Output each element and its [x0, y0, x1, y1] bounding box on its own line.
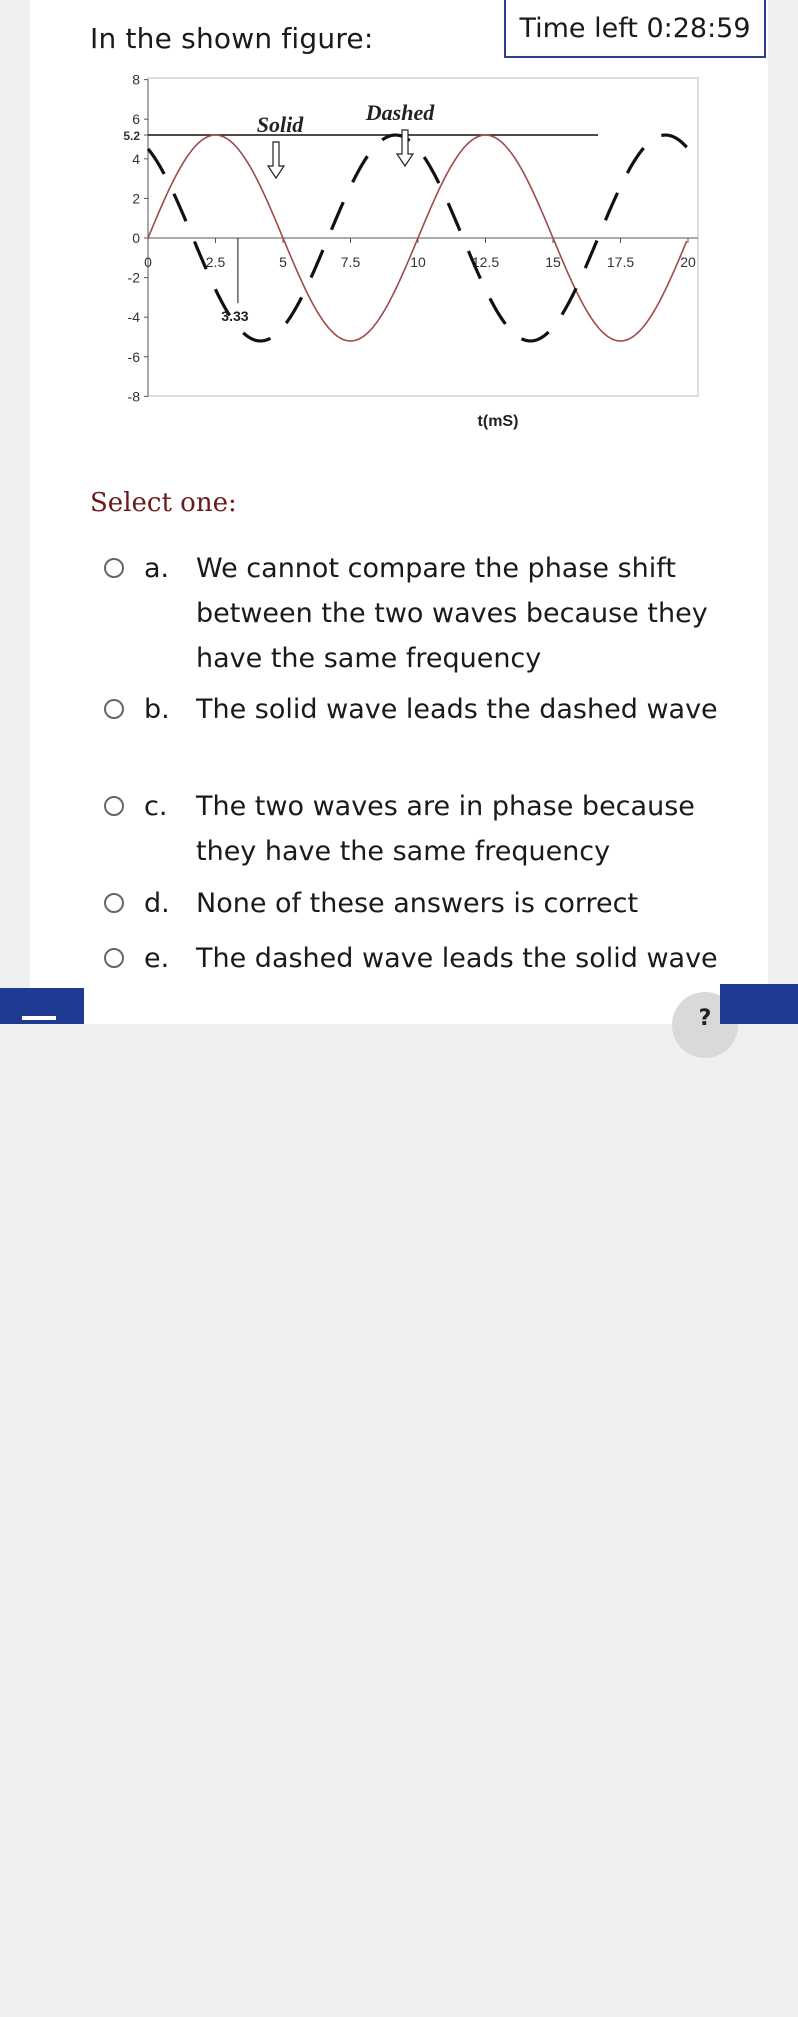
option-b[interactable]: [104, 687, 744, 732]
y-tick-label: -6: [127, 348, 140, 365]
nav-menu-button[interactable]: [0, 988, 84, 1024]
x-tick-label: 5: [279, 254, 287, 270]
option-letter: b.: [144, 694, 170, 725]
question-title: In the shown figure:: [90, 22, 374, 55]
y-tick-label: 2: [132, 190, 140, 207]
option-text: The solid wave leads the dashed wave: [196, 694, 718, 725]
x-tick-label: 7.5: [340, 254, 361, 270]
annotation-label: 3.33: [221, 308, 249, 325]
y-tick-label: 6: [132, 111, 140, 128]
y-tick-label: -2: [127, 269, 140, 286]
y-tick-label: -8: [127, 388, 140, 405]
option-d[interactable]: [104, 881, 744, 926]
help-label: ?: [698, 1006, 712, 1031]
series-label-solid: Solid: [256, 112, 304, 137]
radio-d[interactable]: [104, 893, 124, 913]
plot-area: [148, 78, 698, 396]
radio-a[interactable]: [104, 558, 124, 578]
y-tick-label: 5.2: [123, 129, 140, 144]
option-letter: e.: [144, 943, 170, 974]
option-a[interactable]: [104, 546, 744, 681]
x-tick-label: 10: [410, 254, 426, 270]
option-text: None of these answers is correct: [196, 888, 639, 919]
radio-e[interactable]: [104, 948, 124, 968]
x-tick-label: 20: [680, 254, 696, 270]
option-e[interactable]: [104, 936, 744, 981]
x-tick-label: 2.5: [205, 254, 226, 270]
option-text: The dashed wave leads the solid wave: [196, 943, 718, 974]
x-tick-label: 12.5: [471, 254, 500, 270]
series-label-dashed: Dashed: [365, 100, 435, 125]
x-tick-label: 15: [545, 254, 561, 270]
radio-b[interactable]: [104, 699, 124, 719]
option-text: The two waves are in phase because they have the same frequency: [196, 791, 695, 867]
y-tick-label: -4: [127, 309, 140, 326]
y-tick-label: 4: [132, 150, 140, 167]
y-tick-label: 8: [132, 71, 140, 88]
option-letter: a.: [144, 553, 170, 584]
option-text: We cannot compare the phase shift between the two waves because they have the same frequency: [196, 553, 708, 674]
x-axis-title: t(mS): [477, 413, 519, 430]
wave-figure: [108, 64, 708, 434]
timer-display: Time left 0:28:59: [504, 0, 766, 58]
y-tick-label: 0: [132, 230, 140, 246]
y-axis: [123, 72, 148, 405]
menu-icon: [22, 1016, 56, 1020]
select-one-label: Select one:: [90, 488, 237, 518]
option-c[interactable]: [104, 784, 744, 874]
option-letter: d.: [144, 888, 170, 919]
option-letter: c.: [144, 791, 168, 822]
scroll-top-button[interactable]: [720, 984, 798, 1024]
x-tick-label: 17.5: [606, 254, 635, 270]
x-tick-label: 0: [144, 254, 152, 270]
radio-c[interactable]: [104, 796, 124, 816]
